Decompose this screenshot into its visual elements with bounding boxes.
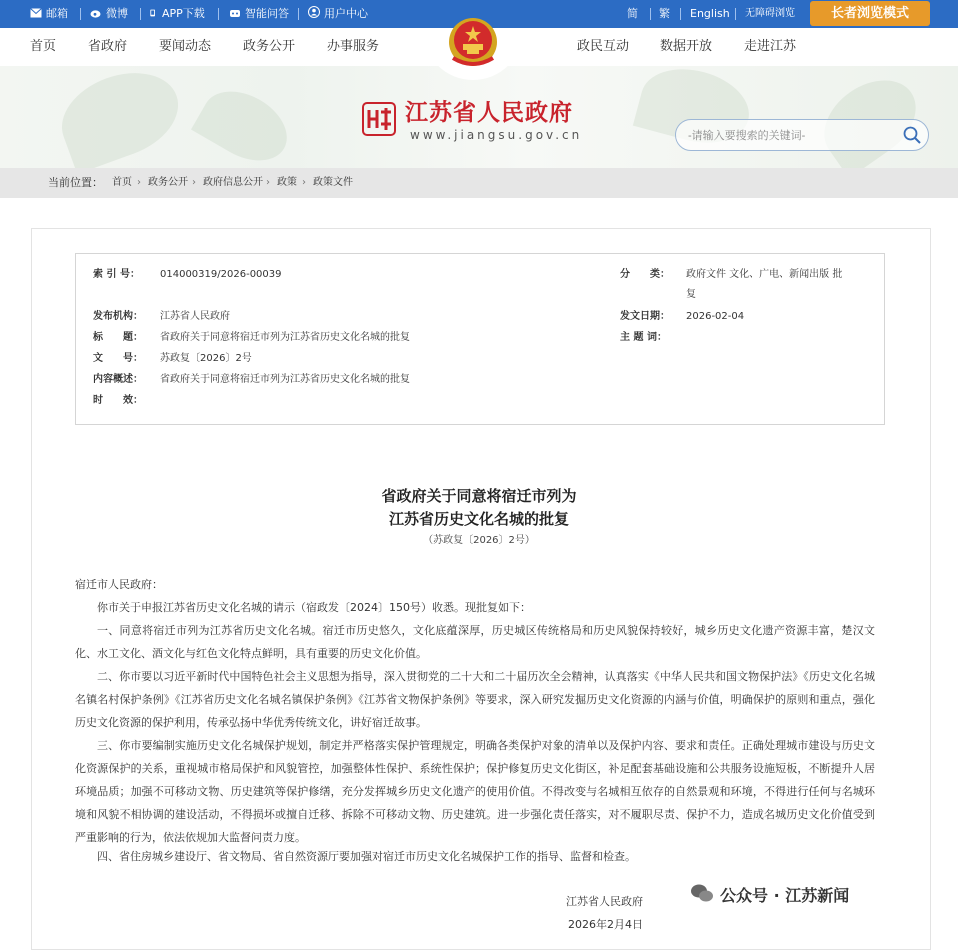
category-label: 分 类： [620,269,670,280]
nav-services[interactable]: 办事服务 [327,39,380,54]
site-logo-icon [362,102,396,136]
document-title-line2: 江苏省历史文化名城的批复 [388,510,569,528]
validity-label: 时 效： [93,395,143,406]
smart-qa-label: 智能问答 [245,7,289,20]
weibo-label: 微博 [106,7,128,20]
accessible-browse-link[interactable]: 无障碍浏览 [745,8,795,19]
english-link[interactable]: English [690,7,730,20]
app-download-link[interactable] [150,0,205,28]
body-paragraph: 一、同意将宿迁市列为江苏省历史文化名城。宿迁市历史悠久，文化底蕴深厚，历史城区传统格局和历史风貌保持较好，城乡历史文化遗产资源丰富，楚汉文化、水工文化、酒文化与红色文化特点鲜明，具有重要的历史文化价值。 [75,624,875,660]
signer: 江苏省人民政府 [566,895,643,908]
category-value: 政府文件 文化、广电、新闻出版 批 [686,269,843,280]
title-value: 省政府关于同意将宿迁市列为江苏省历史文化名城的批复 [160,332,410,343]
nav-province-gov[interactable]: 省政府 [88,39,128,54]
breadcrumb-separator: › [266,177,270,188]
simplified-chinese-link[interactable]: 简 [627,7,638,20]
date-label: 发文日期： [620,311,670,322]
body-paragraph: 四、省住房城乡建设厅、省文物局、省自然资源厅要加强对宿迁市历史文化名城保护工作的指导、监督和检查。 [97,850,636,863]
robot-icon [229,8,241,18]
mail-label: 邮箱 [46,7,68,20]
document-number: （苏政复〔2026〕2号） [423,535,535,546]
user-center-link[interactable] [308,0,368,28]
body-paragraph: 三、你市要编制实施历史文化名城保护规划，制定并严格落实保护管理规定，明确各类保护对象的清单以及保护内容、要求和责任。正确处理城市建设与历史文化资源保护的关系，重视城市格局保护和风貌管控，加强整体性保护、系统性保护；保护修复历史文化街区，补足配套基础设施和公共服务设施短板，不断提升人居环境品质；加强不可移动文物、历史建筑等保护修缮，充分发挥城乡历史文化遗产的使用价值。不得改变与名城相互依存的自然景观和环境，不得进行任何与名城环境和风貌不相协调的建设活动，不得损坏或擅自迁移、拆除不可移动文物、历史建筑。进一步强化责任落实，对不履职尽责、保护不力，造成名城历史文化价值受到严重影响的行为，依法依规加大监督问责力度。 [75,739,875,844]
breadcrumb-separator: › [192,177,196,188]
subject-label: 主 题 词： [620,332,667,343]
user-icon [308,6,320,18]
nav-about-jiangsu[interactable]: 走进江苏 [744,39,797,54]
index-value: 014000319/2026-00039 [160,269,282,280]
nav-open-data[interactable]: 数据开放 [660,39,713,54]
breadcrumb-item[interactable]: 首页 [112,177,132,188]
divider [80,8,81,20]
body-paragraph: 你市关于申报江苏省历史文化名城的请示（宿政发〔2024〕150号）收悉。现批复如下： [97,601,531,614]
breadcrumb [0,168,958,198]
breadcrumb-item[interactable]: 政策 [277,177,297,188]
salutation: 宿迁市人民政府： [75,578,163,591]
sign-date: 2026年2月4日 [568,918,643,931]
national-emblem-icon [443,10,503,68]
breadcrumb-separator: › [137,177,141,188]
divider [218,8,219,20]
smart-qa-link[interactable] [229,0,289,28]
app-download-label: APP下载 [162,7,205,20]
date-value: 2026-02-04 [686,311,745,322]
search-input[interactable] [686,126,890,146]
wechat-icon [690,882,714,904]
docno-value: 苏政复〔2026〕2号 [160,353,252,364]
index-label: 索 引 号： [93,269,140,280]
docno-label: 文 号： [93,353,143,364]
weibo-link[interactable] [90,0,128,28]
issuer-value: 江苏省人民政府 [160,311,230,322]
wechat-watermark [690,876,940,910]
nav-gov-affairs-open[interactable]: 政务公开 [243,39,296,54]
user-center-label: 用户中心 [324,7,368,20]
mail-icon [30,8,42,18]
nav-news[interactable]: 要闻动态 [159,39,212,54]
breadcrumb-separator: › [302,177,306,188]
category-value-cont: 复 [686,289,696,300]
divider [140,8,141,20]
breadcrumb-item[interactable]: 政策文件 [313,177,353,188]
breadcrumb-item[interactable]: 政府信息公开 [203,177,263,188]
site-name: 江苏省人民政府 [405,99,573,126]
divider [735,8,736,20]
summary-value: 省政府关于同意将宿迁市列为江苏省历史文化名城的批复 [160,374,410,385]
issuer-label: 发布机构： [93,311,143,322]
search-box [675,119,929,151]
divider [680,8,681,20]
title-label: 标 题： [93,332,143,343]
divider [298,8,299,20]
mail-link[interactable] [30,0,68,28]
document-title: 省政府关于同意将宿迁市列为 [381,487,577,505]
weibo-icon [90,8,102,18]
breadcrumb-item[interactable]: 政务公开 [148,177,188,188]
divider [650,8,651,20]
phone-icon [150,8,158,18]
traditional-chinese-link[interactable]: 繁 [659,7,670,20]
nav-home[interactable]: 首页 [30,39,57,54]
nav-interaction[interactable]: 政民互动 [577,39,630,54]
search-icon[interactable] [902,125,922,145]
elder-mode-button[interactable]: 长者浏览模式 [810,1,930,26]
summary-label: 内容概述： [93,374,143,385]
breadcrumb-label: 当前位置： [48,176,103,189]
body-paragraph: 二、你市要以习近平新时代中国特色社会主义思想为指导，深入贯彻党的二十大和二十届历次全会精神，认真落实《中华人民共和国文物保护法》《历史文化名城名镇名村保护条例》《江苏省历史文化名城名镇保护条例》《江苏省文物保护条例》等要求，深入研究发掘历史文化资源的内涵与价值，明确保护的原则和重点，强化历史文化资源的保护利用，传承弘扬中华优秀传统文化，讲好宿迁故事。 [75,670,875,729]
watermark-text: 公众号 · 江苏新闻 [720,886,850,905]
site-url: www.jiangsu.gov.cn [410,128,583,142]
